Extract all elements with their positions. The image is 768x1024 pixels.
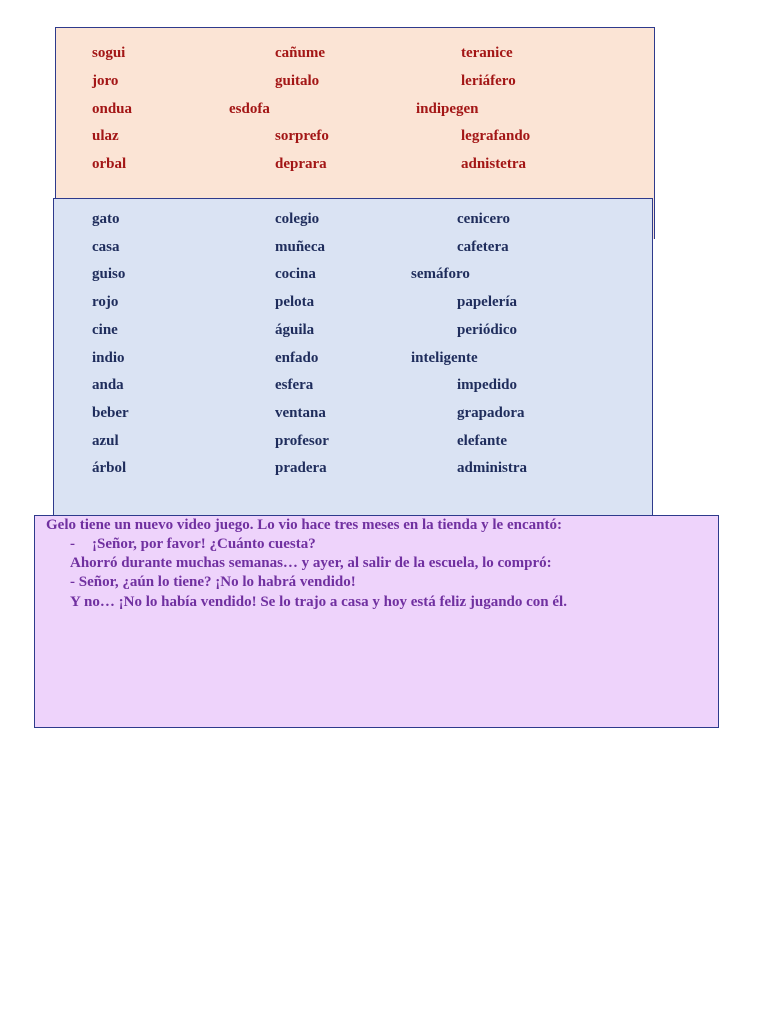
word-item: ventana	[275, 404, 326, 421]
word-item: deprara	[275, 156, 327, 172]
word-item: anda	[92, 377, 124, 394]
word-item: sorprefo	[275, 128, 329, 145]
word-item: inteligente	[411, 349, 478, 366]
word-item: pradera	[275, 460, 327, 477]
word-item: cocina	[275, 266, 316, 283]
word-item: impedido	[457, 377, 518, 394]
story-line-3: Ahorró durante muchas semanas… y ayer, al salir de la escuela, lo compró:	[70, 555, 552, 571]
word-item: rojo	[92, 294, 119, 311]
word-item: adnistetra	[461, 156, 526, 172]
word-item: periódico	[457, 321, 517, 338]
word-item: azul	[92, 432, 119, 449]
word-item: indio	[92, 349, 125, 366]
word-item: orbal	[92, 156, 127, 172]
word-item: papelería	[457, 294, 517, 311]
story-line-2: ¡Señor, por favor! ¿Cuánto cuesta?	[92, 536, 316, 552]
word-item: colegio	[275, 211, 320, 227]
word-item: cenicero	[457, 211, 511, 227]
word-item: cine	[92, 321, 118, 338]
story-dash: -	[70, 536, 75, 552]
word-item: elefante	[457, 432, 507, 449]
word-item: teranice	[461, 45, 513, 61]
word-item: esfera	[275, 377, 314, 394]
word-item: ulaz	[92, 128, 119, 145]
word-item: administra	[457, 460, 528, 477]
word-item: ondua	[92, 100, 133, 117]
word-item: guitalo	[275, 72, 320, 89]
word-item: casa	[92, 238, 120, 255]
word-item: beber	[92, 404, 129, 421]
story-line-5: Y no… ¡No lo había vendido! Se lo trajo a casa y hoy está feliz jugando con él.	[70, 594, 567, 610]
real-words-box	[53, 198, 653, 518]
word-item: indipegen	[416, 100, 479, 117]
word-item: enfado	[275, 349, 319, 366]
story-line-1: Gelo tiene un nuevo video juego. Lo vio hace tres meses en la tienda y le encantó:	[46, 517, 562, 533]
word-item: semáforo	[411, 266, 470, 283]
story-line-4: - Señor, ¿aún lo tiene? ¡No lo habrá vendido!	[70, 574, 356, 590]
word-item: legrafando	[461, 128, 531, 145]
word-item: joro	[92, 72, 119, 89]
word-item: cañume	[275, 45, 325, 61]
word-item: pelota	[275, 294, 315, 311]
word-item: águila	[275, 321, 315, 338]
word-item: gato	[92, 211, 120, 227]
word-item: esdofa	[229, 100, 270, 117]
word-item: profesor	[275, 432, 329, 449]
word-item: muñeca	[275, 238, 325, 255]
word-item: grapadora	[457, 404, 525, 421]
word-item: sogui	[92, 45, 126, 61]
word-item: guiso	[92, 266, 126, 283]
word-item: árbol	[92, 460, 127, 477]
word-item: cafetera	[457, 238, 509, 255]
word-item: leriáfero	[461, 72, 516, 89]
